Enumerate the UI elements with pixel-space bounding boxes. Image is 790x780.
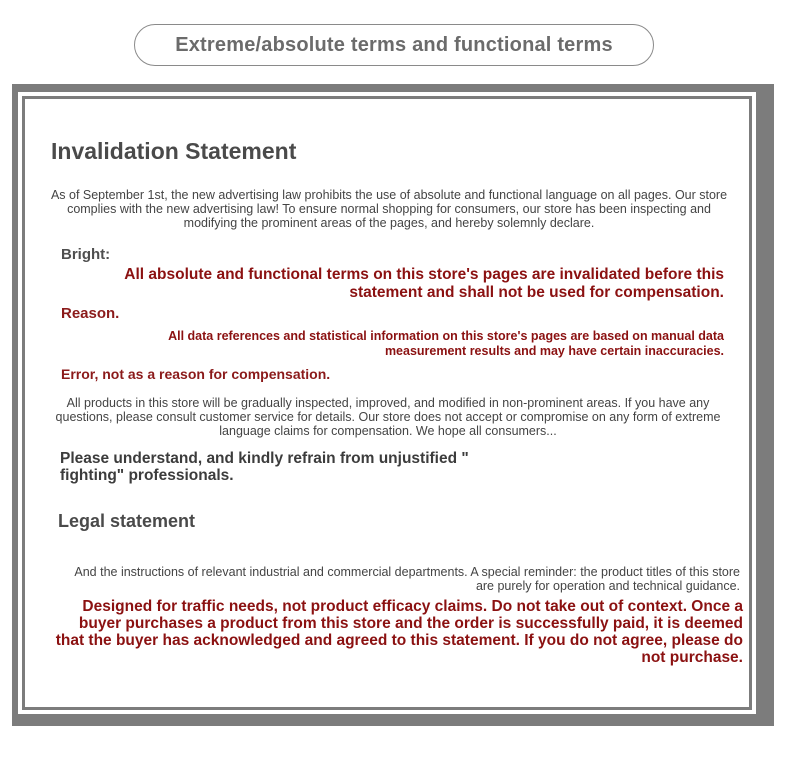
section-header-title: Extreme/absolute terms and functional terms — [175, 33, 613, 56]
error-text: Error, not as a reason for compensation. — [61, 366, 331, 382]
intro-paragraph: As of September 1st, the new advertising law prohibits the use of absolute and functional language on all pages. Our store complies with the new advertising law! To ensure normal shopping for consumers, our store has been inspecting and modifying the prominent areas of the pages, and hereby solemnly declare. — [50, 188, 728, 230]
bright-label: Bright: — [61, 246, 111, 263]
legal-designed-text: Designed for traffic needs, not product efficacy claims. Do not take out of context. Once a buyer purchases a product from this store and the order is successfully paid, it is deemed that the buyer has acknowledged and agreed to this statement. If you do not agree, please do not purchase. — [55, 598, 743, 666]
reason-label: Reason. — [61, 305, 120, 322]
bright-text: All absolute and functional terms on this store's pages are invalidated before this statement and shall not be used for compensation. — [124, 266, 724, 301]
reason-text: All data references and statistical information on this store's pages are based on manual data measurement results and may have certain inaccuracies. — [168, 329, 724, 358]
please-understand-text: Please understand, and kindly refrain from unjustified " fighting" professionals. — [60, 450, 469, 484]
legal-title: Legal statement — [58, 511, 196, 531]
products-paragraph: All products in this store will be gradually inspected, improved, and modified in non-prominent areas. If you have any questions, please consult customer service for details. Our store does not accept or compromise on any form of extreme language claims for compensation. We hope all consumers... — [55, 396, 721, 438]
legal-instructions: And the instructions of relevant industrial and commercial departments. A special reminder: the product titles of this store are purely for operation and technical guidance. — [74, 565, 740, 593]
invalidation-title: Invalidation Statement — [51, 138, 297, 164]
